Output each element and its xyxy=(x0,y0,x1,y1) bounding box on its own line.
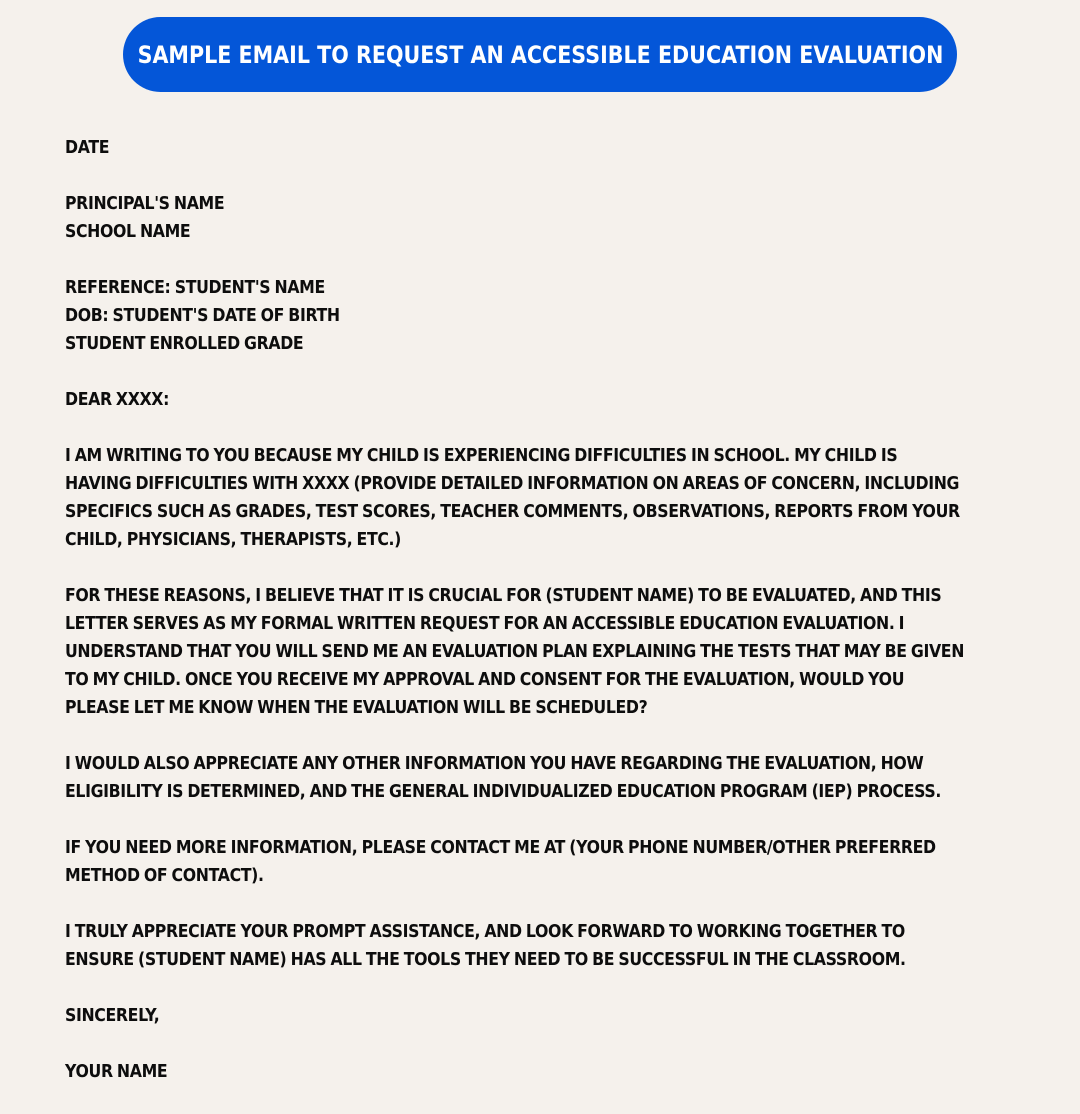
body-paragraph: IF YOU NEED MORE INFORMATION, PLEASE CONTACT ME AT (YOUR PHONE NUMBER/OTHER PREFERRED METHOD OF CONTACT). xyxy=(65,838,936,886)
signature: YOUR NAME xyxy=(65,1062,168,1082)
paragraph-appreciation xyxy=(65,918,1025,974)
paragraph-information xyxy=(65,750,1025,806)
reference-grade: STUDENT ENROLLED GRADE xyxy=(65,334,304,354)
paragraph-concern xyxy=(65,442,1025,554)
salutation: DEAR XXXX: xyxy=(65,390,170,410)
closing-block xyxy=(65,1002,1025,1030)
salutation-block xyxy=(65,386,1025,414)
principal-name: PRINCIPAL'S NAME xyxy=(65,194,225,214)
closing: SINCERELY, xyxy=(65,1006,160,1026)
letter-body xyxy=(65,134,1025,1114)
body-paragraph: I TRULY APPRECIATE YOUR PROMPT ASSISTANCE, AND LOOK FORWARD TO WORKING TOGETHER TO ENSURE (STUDENT NAME) HAS ALL THE TOOLS THEY NEED TO BE SUCCESSFUL IN THE CLASSROOM. xyxy=(65,922,906,970)
body-paragraph: I WOULD ALSO APPRECIATE ANY OTHER INFORMATION YOU HAVE REGARDING THE EVALUATION, HOW ELIGIBILITY IS DETERMINED, AND THE GENERAL INDIVIDUALIZED EDUCATION PROGRAM (IEP) PROCESS. xyxy=(65,754,942,802)
date-block xyxy=(65,134,1025,162)
paragraph-request xyxy=(65,582,1025,722)
reference-student: REFERENCE: STUDENT'S NAME xyxy=(65,278,325,298)
title-banner xyxy=(123,17,957,92)
body-paragraph: FOR THESE REASONS, I BELIEVE THAT IT IS CRUCIAL FOR (STUDENT NAME) TO BE EVALUATED, AND THIS LETTER SERVES AS MY FORMAL WRITTEN REQUEST FOR AN ACCESSIBLE EDUCATION EVALUATION. I UNDERSTAND THAT YOU WILL SEND ME AN EVALUATION PLAN EXPLAINING THE TESTS THAT MAY BE GIVEN TO MY CHILD. ONCE YOU RECEIVE MY APPROVAL AND CONSENT FOR THE EVALUATION, WOULD YOU PLEASE LET ME KNOW WHEN THE EVALUATION WILL BE SCHEDULED? xyxy=(65,586,965,718)
paragraph-contact xyxy=(65,834,1025,890)
page-title: SAMPLE EMAIL TO REQUEST AN ACCESSIBLE EDUCATION EVALUATION xyxy=(137,40,943,69)
letter-date: DATE xyxy=(65,138,110,158)
body-paragraph: I AM WRITING TO YOU BECAUSE MY CHILD IS EXPERIENCING DIFFICULTIES IN SCHOOL. MY CHILD IS HAVING DIFFICULTIES WITH XXXX (PROVIDE DETAILED INFORMATION ON AREAS OF CONCERN, INCLUDING SPECIFICS SUCH AS GRADES, TEST SCORES, TEACHER COMMENTS, OBSERVATIONS, REPORTS FROM YOUR CHILD, PHYSICIANS, THERAPISTS, ETC.) xyxy=(65,446,960,550)
school-name: SCHOOL NAME xyxy=(65,222,191,242)
recipient-block xyxy=(65,190,1025,246)
reference-dob: DOB: STUDENT'S DATE OF BIRTH xyxy=(65,306,340,326)
reference-block xyxy=(65,274,1025,358)
signature-block xyxy=(65,1058,1025,1086)
